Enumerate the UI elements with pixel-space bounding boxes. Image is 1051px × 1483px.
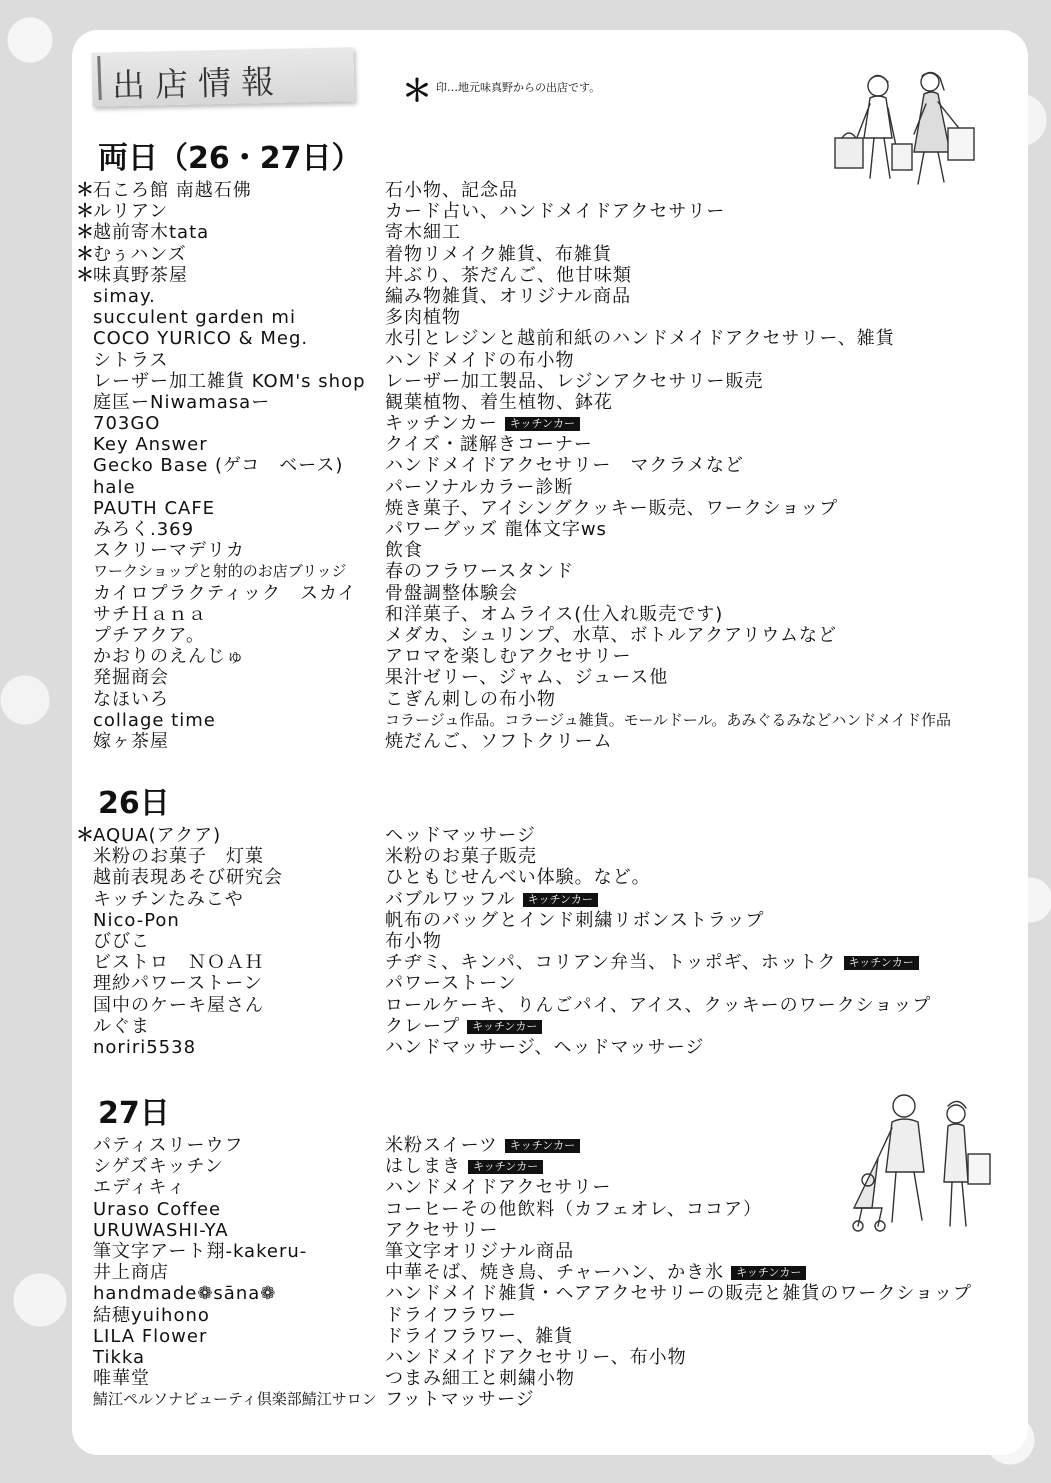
vendor-description <box>385 889 598 910</box>
vendor-description <box>385 1135 580 1156</box>
vendor-description <box>385 265 632 286</box>
local-vendor-mark: ＊ <box>76 180 94 201</box>
vendor-row <box>76 646 976 667</box>
vendor-row <box>76 1037 976 1058</box>
local-vendor-mark: ＊ <box>76 825 94 846</box>
vendor-description <box>385 646 631 667</box>
vendor-row <box>76 846 976 867</box>
vendor-description-text: レーザー加工製品、レジンアクセサリー販売 <box>385 370 764 392</box>
vendor-row <box>76 328 976 349</box>
vendor-description-text: 焼だんご、ソフトクリーム <box>385 730 613 752</box>
vendor-row <box>76 1135 976 1156</box>
vendor-description <box>385 867 651 888</box>
vendor-description-text: コーヒーその他飲料（カフェオレ、ココア） <box>385 1198 762 1220</box>
vendor-name: 嫁ヶ茶屋 <box>93 730 169 752</box>
vendor-description <box>385 371 764 392</box>
vendor-name: キッチンたみこや <box>93 888 244 910</box>
vendor-description-text: クレープ <box>385 1015 461 1037</box>
vendor-description <box>385 455 744 476</box>
vendor-name: Gecko Base (ゲコ ベース) <box>93 455 344 477</box>
vendor-description-text: 布小物 <box>385 930 442 952</box>
vendor-description-text: ハンドメイドアクセサリー <box>385 1177 612 1199</box>
vendor-description-text: 石小物、記念品 <box>385 180 518 201</box>
vendor-list-day-27 <box>76 1135 976 1410</box>
vendor-description <box>385 1241 574 1262</box>
vendor-description-text: ハンドメイドアクセサリー、布小物 <box>385 1346 687 1368</box>
vendor-description <box>385 477 573 498</box>
vendor-description <box>385 1037 704 1058</box>
vendor-row <box>76 1305 976 1326</box>
vendor-description <box>385 180 518 201</box>
local-vendor-mark: ＊ <box>76 201 94 223</box>
vendor-description <box>385 667 668 688</box>
section-title-both-days: 両日（26・27日） <box>98 141 362 176</box>
vendor-name: 筆文字アート翔-kakeru- <box>93 1240 308 1262</box>
vendor-name: simay. <box>93 285 156 307</box>
vendor-description-text: 編み物雑貨、オリジナル商品 <box>385 285 632 307</box>
vendor-description <box>385 1347 687 1368</box>
vendor-description-text: ハンドメイドの布小物 <box>385 349 575 371</box>
family-stroller-illustration <box>852 1088 997 1238</box>
vendor-row <box>76 731 976 752</box>
vendor-description-text: チヂミ、キンパ、コリアン弁当、トッポギ、ホットク <box>385 952 837 974</box>
vendor-name: レーザー加工雑貨 KOM's shop <box>93 370 366 392</box>
vendor-description <box>385 710 951 731</box>
vendor-name: URUWASHI-YA <box>93 1219 229 1241</box>
vendor-description-text: 米粉のお菓子販売 <box>385 846 537 868</box>
vendor-description <box>385 1368 575 1389</box>
vendor-name: ビストロ ＮＯＡＨ <box>93 952 264 974</box>
vendor-description <box>385 328 895 349</box>
vendor-description <box>385 1326 573 1347</box>
asterisk-icon: ＊ <box>402 74 432 109</box>
vendor-description-text: アクセサリー <box>385 1219 499 1241</box>
vendor-row <box>76 180 976 201</box>
vendor-description-text: 多肉植物 <box>385 307 461 329</box>
vendor-row <box>76 1283 976 1304</box>
vendor-row <box>76 1326 976 1347</box>
vendor-description-text: ひともじせんべい体験。など。 <box>385 867 651 889</box>
vendor-name: succulent garden mi <box>93 307 296 329</box>
vendor-name: スクリーマデリカ <box>93 540 245 562</box>
vendor-description <box>385 307 461 328</box>
vendor-row <box>76 1016 976 1037</box>
vendor-row <box>76 1389 976 1410</box>
vendor-description-text: 寄木細工 <box>385 222 461 244</box>
vendor-name: 発掘商会 <box>93 667 169 689</box>
vendor-row <box>76 1199 976 1220</box>
vendor-description-text: 中華そば、焼き鳥、チャーハン、かき氷 <box>385 1262 725 1284</box>
kitchen-car-badge: キッチンカー <box>467 1020 542 1034</box>
kitchen-car-badge: キッチンカー <box>523 893 598 907</box>
vendor-name: 鯖江ペルソナビューティ倶楽部鯖江サロン <box>93 1390 377 1409</box>
vendor-row <box>76 625 976 646</box>
vendor-name: エディキィ <box>93 1177 187 1199</box>
vendor-description <box>385 604 723 625</box>
vendor-row <box>76 413 976 434</box>
vendor-name: ワークショップと射的のお店ブリッジ <box>93 562 347 581</box>
vendor-description-text: ロールケーキ、りんごパイ、アイス、クッキーのワークショップ <box>385 994 932 1016</box>
vendor-description <box>385 1199 762 1220</box>
vendor-name: シゲズキッチン <box>93 1156 224 1178</box>
vendor-description <box>385 1262 806 1283</box>
vendor-row <box>76 477 976 498</box>
vendor-name: 国中のケーキ屋さん <box>93 994 264 1016</box>
vendor-row <box>76 540 976 561</box>
vendor-description-text: 骨盤調整体験会 <box>385 582 518 604</box>
vendor-description-text: パワーストーン <box>385 973 517 995</box>
vendor-description-text: 米粉スイーツ <box>385 1135 498 1156</box>
vendor-row <box>76 1220 976 1241</box>
vendor-description <box>385 392 613 413</box>
vendor-description <box>385 973 517 994</box>
vendor-name: hale <box>93 476 136 498</box>
legend-text: 印…地元味真野からの出店です。 <box>436 81 601 94</box>
vendor-description-text: 着物リメイク雑貨、布雑貨 <box>385 243 612 265</box>
vendor-description-text: ヘッドマッサージ <box>385 825 536 846</box>
vendor-description <box>385 689 556 710</box>
vendor-description-text: パーソナルカラー診断 <box>385 476 574 498</box>
vendor-description-text: アロマを楽しむアクセサリー <box>385 646 632 668</box>
vendor-description-text: こぎん刺しの布小物 <box>385 688 556 710</box>
vendor-row <box>76 604 976 625</box>
vendor-name: AQUA(アクア) <box>93 825 222 846</box>
vendor-row <box>76 286 976 307</box>
vendor-description-text: メダカ、シュリンプ、水草、ボトルアクアリウムなど <box>385 624 838 646</box>
vendor-row <box>76 1156 976 1177</box>
vendor-description-text: ドライフラワー、雑貨 <box>385 1325 574 1347</box>
vendor-name: noriri5538 <box>93 1036 197 1058</box>
local-vendor-mark: ＊ <box>76 243 94 265</box>
vendor-name: サチＨａｎａ <box>93 603 207 625</box>
vendor-description-text: ハンドメイドアクセサリー マクラメなど <box>385 455 744 477</box>
vendor-row <box>76 1368 976 1389</box>
vendor-row <box>76 583 976 604</box>
legend-note <box>402 66 600 110</box>
vendor-description-text: キッチンカー <box>385 413 498 435</box>
vendor-row <box>76 867 976 888</box>
vendor-name: 米粉のお菓子 灯菓 <box>93 846 264 868</box>
vendor-name: びびこ <box>93 930 150 952</box>
vendor-description-text: パワーグッズ 龍体文字ws <box>385 519 607 540</box>
vendor-row <box>76 1347 976 1368</box>
vendor-row <box>76 201 976 222</box>
vendor-name: 石ころ館 南越石佛 <box>93 180 252 201</box>
vendor-description <box>385 498 838 519</box>
vendor-description-text: 観葉植物、着生植物、鉢花 <box>385 391 613 413</box>
vendor-name: むぅハンズ <box>93 243 187 265</box>
vendor-description-text: 果汁ゼリー、ジャム、ジュース他 <box>385 667 669 689</box>
vendor-description <box>385 1389 535 1410</box>
vendor-row <box>76 519 976 540</box>
section-title-day-27: 27日 <box>98 1096 170 1131</box>
vendor-description <box>385 1220 498 1241</box>
vendor-name: COCO YURICO & Meg. <box>93 328 309 350</box>
vendor-row <box>76 931 976 952</box>
vendor-row <box>76 952 976 973</box>
vendor-description <box>385 931 442 952</box>
vendor-description-text: 筆文字オリジナル商品 <box>385 1240 575 1262</box>
vendor-description-text: コラージュ作品。コラージュ雑貨。モールドール。あみぐるみなどハンドメイド作品 <box>385 710 951 729</box>
vendor-description <box>385 350 574 371</box>
vendor-name: ルリアン <box>93 201 169 223</box>
kitchen-car-badge: キッチンカー <box>731 1266 806 1280</box>
vendor-description-text: バブルワッフル <box>385 888 516 910</box>
vendor-description-text: 春のフラワースタンド <box>385 561 575 583</box>
vendor-row <box>76 1177 976 1198</box>
vendor-description <box>385 244 612 265</box>
kitchen-car-badge: キッチンカー <box>844 956 919 970</box>
vendor-name: かおりのえんじゅ <box>93 646 245 668</box>
vendor-name: 越前寄木tata <box>93 222 210 244</box>
vendor-name: 庭匡ーNiwamasaー <box>93 391 271 413</box>
vendor-row <box>76 689 976 710</box>
vendor-name: Key Answer <box>93 434 208 456</box>
vendor-name: Tikka <box>93 1346 146 1368</box>
vendor-row <box>76 244 976 265</box>
vendor-description-text: ドライフラワー <box>385 1304 517 1326</box>
vendor-description <box>385 540 423 561</box>
vendor-description-text: 水引とレジンと越前和紙のハンドメイドアクセサリー、雑貨 <box>385 328 895 350</box>
vendor-row <box>76 561 976 582</box>
vendor-list-day-26 <box>76 825 976 1058</box>
vendor-description-text: 帆布のバッグとインド刺繍リボンストラップ <box>385 909 765 931</box>
vendor-name: カイロプラクティック スカイ <box>93 582 357 604</box>
vendor-description <box>385 1283 972 1304</box>
vendor-description-text: はしまき <box>385 1156 461 1178</box>
vendor-description <box>385 1177 611 1198</box>
vendor-name: 越前表現あそび研究会 <box>93 867 283 889</box>
kitchen-car-badge: キッチンカー <box>468 1160 543 1174</box>
vendor-name: handmade❁sāna❁ <box>93 1283 277 1305</box>
vendor-description-text: つまみ細工と刺繍小物 <box>385 1368 575 1390</box>
vendor-row <box>76 222 976 243</box>
vendor-row <box>76 1262 976 1283</box>
vendor-row <box>76 455 976 476</box>
vendor-description <box>385 846 537 867</box>
vendor-name: Uraso Coffee <box>93 1198 222 1220</box>
vendor-row <box>76 889 976 910</box>
local-vendor-mark: ＊ <box>76 264 94 286</box>
vendor-description <box>385 952 919 973</box>
vendor-name: 唯華堂 <box>93 1368 150 1390</box>
kitchen-car-badge: キッチンカー <box>505 1139 580 1153</box>
vendor-description <box>385 995 931 1016</box>
vendor-description <box>385 1156 543 1177</box>
vendor-name: プチアクア。 <box>93 624 206 646</box>
vendor-name: PAUTH CAFE <box>93 497 216 519</box>
local-vendor-mark: ＊ <box>76 222 94 244</box>
vendor-description <box>385 1016 542 1037</box>
vendor-row <box>76 392 976 413</box>
vendor-row <box>76 350 976 371</box>
vendor-description <box>385 561 574 582</box>
vendor-description-text: ハンドメイド雑貨・ヘアアクセサリーの販売と雑貨のワークショップ <box>385 1283 973 1305</box>
vendor-name: LILA Flower <box>93 1325 208 1347</box>
vendor-name: なほいろ <box>93 688 169 710</box>
vendor-row <box>76 667 976 688</box>
vendor-row <box>76 995 976 1016</box>
vendor-row <box>76 910 976 931</box>
vendor-row <box>76 1241 976 1262</box>
vendor-row <box>76 973 976 994</box>
vendor-description-text: フットマッサージ <box>385 1389 535 1411</box>
vendor-row <box>76 498 976 519</box>
vendor-description-text: 和洋菓子、オムライス(仕入れ販売です) <box>385 603 724 625</box>
vendor-name: 味真野茶屋 <box>93 264 188 286</box>
vendor-description-text: クイズ・謎解きコーナー <box>385 434 593 456</box>
vendor-description <box>385 731 613 752</box>
vendor-description-text: 焼き菓子、アイシングクッキー販売、ワークショップ <box>385 497 839 519</box>
vendor-name: 井上商店 <box>93 1262 169 1284</box>
vendor-description <box>385 1305 517 1326</box>
vendor-name: ルぐま <box>93 1015 150 1037</box>
vendor-description <box>385 222 461 243</box>
vendor-name: 703GO <box>93 413 161 435</box>
vendor-name: みろく.369 <box>93 519 195 540</box>
shopping-women-illustration <box>830 68 980 193</box>
vendor-name: 結穂yuihono <box>93 1304 210 1326</box>
kitchen-car-badge: キッチンカー <box>505 417 580 431</box>
vendor-description <box>385 910 764 931</box>
section-title-day-26: 26日 <box>98 786 170 821</box>
vendor-description <box>385 519 607 540</box>
vendor-description <box>385 583 518 604</box>
vendor-name: シトラス <box>93 349 169 371</box>
vendor-row <box>76 307 976 328</box>
vendor-description <box>385 286 631 307</box>
vendor-row <box>76 371 976 392</box>
vendor-description <box>385 434 593 455</box>
vendor-description-text: カード占い、ハンドメイドアクセサリー <box>385 201 726 223</box>
vendor-name: 理紗パワーストーン <box>93 973 263 995</box>
page-title: 出店情報 <box>111 61 285 106</box>
vendor-description-text: ハンドマッサージ、ヘッドマッサージ <box>385 1036 705 1058</box>
vendor-row <box>76 825 976 846</box>
vendor-description <box>385 825 536 846</box>
vendor-description-text: 丼ぶり、茶だんご、他甘味類 <box>385 264 632 286</box>
vendor-description <box>385 201 725 222</box>
vendor-row <box>76 265 976 286</box>
vendor-name: Nico-Pon <box>93 909 180 931</box>
vendor-list-both-days <box>76 180 976 752</box>
vendor-description-text: 飲食 <box>385 540 423 562</box>
vendor-description <box>385 413 580 434</box>
vendor-description <box>385 625 837 646</box>
vendor-name: パティスリーウフ <box>93 1135 244 1156</box>
vendor-row <box>76 434 976 455</box>
vendor-row <box>76 710 976 731</box>
vendor-name: collage time <box>93 709 216 731</box>
